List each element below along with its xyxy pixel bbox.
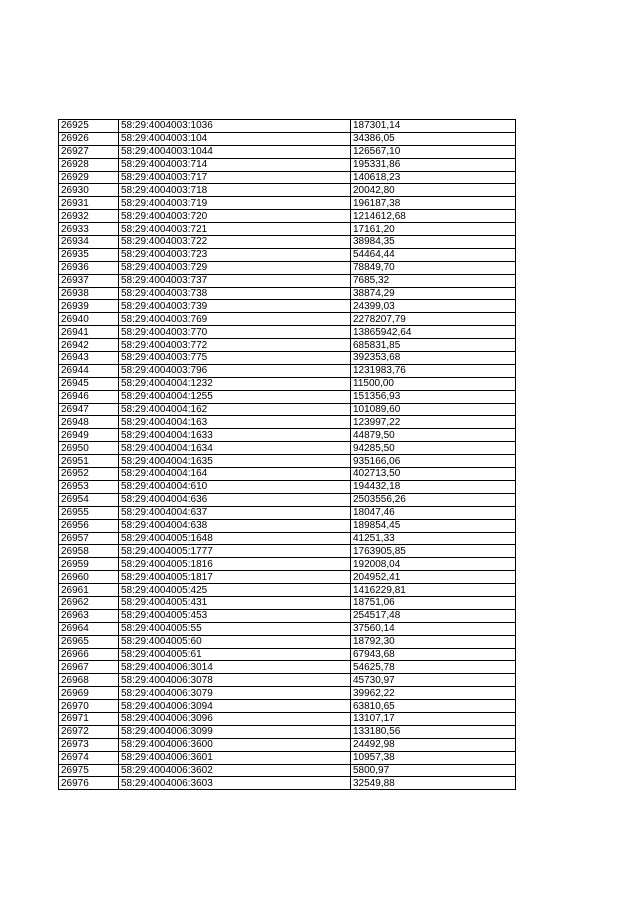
cadastral-number-cell: 58:29:4004003:718 bbox=[119, 184, 351, 197]
cadastral-number-cell: 58:29:4004003:723 bbox=[119, 248, 351, 261]
row-number-cell: 26951 bbox=[59, 455, 119, 468]
table-row bbox=[59, 261, 516, 274]
value-cell: 18047,46 bbox=[351, 506, 516, 519]
cadastral-number-cell: 58:29:4004003:104 bbox=[119, 132, 351, 145]
row-number-cell: 26974 bbox=[59, 751, 119, 764]
value-cell: 133180,56 bbox=[351, 725, 516, 738]
row-number-cell: 26961 bbox=[59, 584, 119, 597]
cadastral-number-cell: 58:29:4004005:425 bbox=[119, 584, 351, 597]
value-cell: 17161,20 bbox=[351, 223, 516, 236]
table-row bbox=[59, 145, 516, 158]
cadastral-number-cell: 58:29:4004006:3602 bbox=[119, 764, 351, 777]
value-cell: 78849,70 bbox=[351, 261, 516, 274]
row-number-cell: 26935 bbox=[59, 248, 119, 261]
row-number-cell: 26944 bbox=[59, 364, 119, 377]
row-number-cell: 26939 bbox=[59, 300, 119, 313]
value-cell: 254517,48 bbox=[351, 609, 516, 622]
value-cell: 38984,35 bbox=[351, 236, 516, 249]
table-row bbox=[59, 596, 516, 609]
table-row bbox=[59, 648, 516, 661]
cadastral-number-cell: 58:29:4004005:1817 bbox=[119, 571, 351, 584]
cadastral-number-cell: 58:29:4004003:772 bbox=[119, 339, 351, 352]
table-row bbox=[59, 661, 516, 674]
table-row bbox=[59, 326, 516, 339]
cadastral-number-cell: 58:29:4004004:638 bbox=[119, 519, 351, 532]
table-row bbox=[59, 197, 516, 210]
value-cell: 18792,30 bbox=[351, 635, 516, 648]
cadastral-number-cell: 58:29:4004003:721 bbox=[119, 223, 351, 236]
cadastral-number-cell: 58:29:4004004:610 bbox=[119, 480, 351, 493]
table-row bbox=[59, 364, 516, 377]
table-row bbox=[59, 455, 516, 468]
cadastral-number-cell: 58:29:4004003:770 bbox=[119, 326, 351, 339]
cadastral-number-cell: 58:29:4004003:729 bbox=[119, 261, 351, 274]
table-row bbox=[59, 158, 516, 171]
value-cell: 1214612,68 bbox=[351, 210, 516, 223]
cadastral-number-cell: 58:29:4004005:55 bbox=[119, 622, 351, 635]
table-row bbox=[59, 493, 516, 506]
cadastral-number-cell: 58:29:4004006:3094 bbox=[119, 700, 351, 713]
value-cell: 392353,68 bbox=[351, 352, 516, 365]
cadastral-number-cell: 58:29:4004003:1044 bbox=[119, 145, 351, 158]
row-number-cell: 26928 bbox=[59, 158, 119, 171]
value-cell: 123997,22 bbox=[351, 416, 516, 429]
cadastral-number-cell: 58:29:4004006:3078 bbox=[119, 674, 351, 687]
value-cell: 94285,50 bbox=[351, 442, 516, 455]
cadastral-number-cell: 58:29:4004003:714 bbox=[119, 158, 351, 171]
value-cell: 935166,06 bbox=[351, 455, 516, 468]
cadastral-number-cell: 58:29:4004003:769 bbox=[119, 313, 351, 326]
row-number-cell: 26967 bbox=[59, 661, 119, 674]
table-row bbox=[59, 236, 516, 249]
table-row bbox=[59, 738, 516, 751]
row-number-cell: 26970 bbox=[59, 700, 119, 713]
value-cell: 37560,14 bbox=[351, 622, 516, 635]
value-cell: 24399,03 bbox=[351, 300, 516, 313]
value-cell: 45730,97 bbox=[351, 674, 516, 687]
table-row bbox=[59, 223, 516, 236]
table-row bbox=[59, 171, 516, 184]
cadastral-number-cell: 58:29:4004003:739 bbox=[119, 300, 351, 313]
cadastral-number-cell: 58:29:4004003:717 bbox=[119, 171, 351, 184]
value-cell: 39962,22 bbox=[351, 687, 516, 700]
row-number-cell: 26926 bbox=[59, 132, 119, 145]
row-number-cell: 26976 bbox=[59, 777, 119, 790]
cadastral-number-cell: 58:29:4004006:3014 bbox=[119, 661, 351, 674]
table-row bbox=[59, 300, 516, 313]
cadastral-number-cell: 58:29:4004005:60 bbox=[119, 635, 351, 648]
table-row bbox=[59, 377, 516, 390]
row-number-cell: 26958 bbox=[59, 545, 119, 558]
table-row bbox=[59, 274, 516, 287]
cadastral-number-cell: 58:29:4004004:636 bbox=[119, 493, 351, 506]
value-cell: 2503556,26 bbox=[351, 493, 516, 506]
row-number-cell: 26955 bbox=[59, 506, 119, 519]
row-number-cell: 26937 bbox=[59, 274, 119, 287]
row-number-cell: 26934 bbox=[59, 236, 119, 249]
row-number-cell: 26927 bbox=[59, 145, 119, 158]
row-number-cell: 26948 bbox=[59, 416, 119, 429]
cadastral-number-cell: 58:29:4004004:162 bbox=[119, 403, 351, 416]
cadastral-number-cell: 58:29:4004003:719 bbox=[119, 197, 351, 210]
cadastral-number-cell: 58:29:4004003:720 bbox=[119, 210, 351, 223]
value-cell: 187301,14 bbox=[351, 120, 516, 133]
cadastral-number-cell: 58:29:4004004:1255 bbox=[119, 390, 351, 403]
value-cell: 34386,05 bbox=[351, 132, 516, 145]
cadastral-number-cell: 58:29:4004005:61 bbox=[119, 648, 351, 661]
cadastral-number-cell: 58:29:4004005:1816 bbox=[119, 558, 351, 571]
row-number-cell: 26949 bbox=[59, 429, 119, 442]
table-row bbox=[59, 687, 516, 700]
table-row bbox=[59, 352, 516, 365]
cadastral-number-cell: 58:29:4004006:3603 bbox=[119, 777, 351, 790]
cadastral-number-cell: 58:29:4004005:1777 bbox=[119, 545, 351, 558]
row-number-cell: 26956 bbox=[59, 519, 119, 532]
row-number-cell: 26945 bbox=[59, 377, 119, 390]
value-cell: 11500,00 bbox=[351, 377, 516, 390]
row-number-cell: 26969 bbox=[59, 687, 119, 700]
value-cell: 7685,32 bbox=[351, 274, 516, 287]
value-cell: 195331,86 bbox=[351, 158, 516, 171]
value-cell: 196187,38 bbox=[351, 197, 516, 210]
cadastral-number-cell: 58:29:4004003:796 bbox=[119, 364, 351, 377]
table-row bbox=[59, 519, 516, 532]
value-cell: 101089,60 bbox=[351, 403, 516, 416]
row-number-cell: 26943 bbox=[59, 352, 119, 365]
table-row bbox=[59, 416, 516, 429]
value-cell: 126567,10 bbox=[351, 145, 516, 158]
cadastral-number-cell: 58:29:4004004:164 bbox=[119, 468, 351, 481]
table-row bbox=[59, 725, 516, 738]
row-number-cell: 26954 bbox=[59, 493, 119, 506]
table-row bbox=[59, 287, 516, 300]
row-number-cell: 26960 bbox=[59, 571, 119, 584]
value-cell: 63810,65 bbox=[351, 700, 516, 713]
value-cell: 685831,85 bbox=[351, 339, 516, 352]
row-number-cell: 26973 bbox=[59, 738, 119, 751]
value-cell: 151356,93 bbox=[351, 390, 516, 403]
value-cell: 24492,98 bbox=[351, 738, 516, 751]
value-cell: 54464,44 bbox=[351, 248, 516, 261]
table-row bbox=[59, 674, 516, 687]
table-row bbox=[59, 403, 516, 416]
row-number-cell: 26972 bbox=[59, 725, 119, 738]
value-cell: 194432,18 bbox=[351, 480, 516, 493]
row-number-cell: 26938 bbox=[59, 287, 119, 300]
table-row bbox=[59, 700, 516, 713]
cadastral-number-cell: 58:29:4004006:3601 bbox=[119, 751, 351, 764]
row-number-cell: 26968 bbox=[59, 674, 119, 687]
table-row bbox=[59, 468, 516, 481]
cadastral-number-cell: 58:29:4004006:3096 bbox=[119, 712, 351, 725]
row-number-cell: 26950 bbox=[59, 442, 119, 455]
table-row bbox=[59, 506, 516, 519]
table-row bbox=[59, 480, 516, 493]
row-number-cell: 26940 bbox=[59, 313, 119, 326]
table-row bbox=[59, 712, 516, 725]
row-number-cell: 26965 bbox=[59, 635, 119, 648]
cadastral-number-cell: 58:29:4004004:1232 bbox=[119, 377, 351, 390]
row-number-cell: 26959 bbox=[59, 558, 119, 571]
table-row bbox=[59, 313, 516, 326]
cadastral-number-cell: 58:29:4004005:1648 bbox=[119, 532, 351, 545]
cadastral-number-cell: 58:29:4004004:1633 bbox=[119, 429, 351, 442]
row-number-cell: 26975 bbox=[59, 764, 119, 777]
table-row bbox=[59, 120, 516, 133]
row-number-cell: 26941 bbox=[59, 326, 119, 339]
row-number-cell: 26947 bbox=[59, 403, 119, 416]
value-cell: 204952,41 bbox=[351, 571, 516, 584]
table-row bbox=[59, 584, 516, 597]
row-number-cell: 26932 bbox=[59, 210, 119, 223]
table-row bbox=[59, 532, 516, 545]
row-number-cell: 26946 bbox=[59, 390, 119, 403]
row-number-cell: 26964 bbox=[59, 622, 119, 635]
row-number-cell: 26953 bbox=[59, 480, 119, 493]
table-row bbox=[59, 635, 516, 648]
value-cell: 1416229,81 bbox=[351, 584, 516, 597]
cadastral-number-cell: 58:29:4004003:738 bbox=[119, 287, 351, 300]
row-number-cell: 26971 bbox=[59, 712, 119, 725]
value-cell: 402713,50 bbox=[351, 468, 516, 481]
table-row bbox=[59, 429, 516, 442]
table-row bbox=[59, 442, 516, 455]
cadastral-number-cell: 58:29:4004006:3600 bbox=[119, 738, 351, 751]
cadastral-number-cell: 58:29:4004006:3099 bbox=[119, 725, 351, 738]
value-cell: 41251,33 bbox=[351, 532, 516, 545]
table-row bbox=[59, 184, 516, 197]
row-number-cell: 26962 bbox=[59, 596, 119, 609]
value-cell: 20042,80 bbox=[351, 184, 516, 197]
value-cell: 192008,04 bbox=[351, 558, 516, 571]
row-number-cell: 26929 bbox=[59, 171, 119, 184]
value-cell: 2278207,79 bbox=[351, 313, 516, 326]
row-number-cell: 26963 bbox=[59, 609, 119, 622]
cadastral-number-cell: 58:29:4004004:163 bbox=[119, 416, 351, 429]
value-cell: 1231983,76 bbox=[351, 364, 516, 377]
row-number-cell: 26966 bbox=[59, 648, 119, 661]
table-row bbox=[59, 777, 516, 790]
table-row bbox=[59, 764, 516, 777]
table-row bbox=[59, 248, 516, 261]
row-number-cell: 26925 bbox=[59, 120, 119, 133]
table-row bbox=[59, 609, 516, 622]
cadastral-number-cell: 58:29:4004006:3079 bbox=[119, 687, 351, 700]
row-number-cell: 26952 bbox=[59, 468, 119, 481]
cadastral-number-cell: 58:29:4004003:1036 bbox=[119, 120, 351, 133]
row-number-cell: 26931 bbox=[59, 197, 119, 210]
cadastral-number-cell: 58:29:4004003:737 bbox=[119, 274, 351, 287]
table-row bbox=[59, 390, 516, 403]
value-cell: 67943,68 bbox=[351, 648, 516, 661]
table-row bbox=[59, 210, 516, 223]
cadastral-number-cell: 58:29:4004004:1634 bbox=[119, 442, 351, 455]
value-cell: 10957,38 bbox=[351, 751, 516, 764]
row-number-cell: 26957 bbox=[59, 532, 119, 545]
cadastral-number-cell: 58:29:4004005:431 bbox=[119, 596, 351, 609]
row-number-cell: 26942 bbox=[59, 339, 119, 352]
table-row bbox=[59, 751, 516, 764]
table-body bbox=[59, 120, 516, 790]
value-cell: 38874,29 bbox=[351, 287, 516, 300]
value-cell: 13107,17 bbox=[351, 712, 516, 725]
cadastral-number-cell: 58:29:4004003:775 bbox=[119, 352, 351, 365]
row-number-cell: 26930 bbox=[59, 184, 119, 197]
value-cell: 44879,50 bbox=[351, 429, 516, 442]
value-cell: 1763905,85 bbox=[351, 545, 516, 558]
table-row bbox=[59, 558, 516, 571]
row-number-cell: 26933 bbox=[59, 223, 119, 236]
table-row bbox=[59, 571, 516, 584]
value-cell: 140618,23 bbox=[351, 171, 516, 184]
cadastral-number-cell: 58:29:4004003:722 bbox=[119, 236, 351, 249]
table-row bbox=[59, 545, 516, 558]
value-cell: 54625,78 bbox=[351, 661, 516, 674]
table-row bbox=[59, 132, 516, 145]
cadastral-number-cell: 58:29:4004005:453 bbox=[119, 609, 351, 622]
table-row bbox=[59, 622, 516, 635]
row-number-cell: 26936 bbox=[59, 261, 119, 274]
cadastral-number-cell: 58:29:4004004:637 bbox=[119, 506, 351, 519]
value-cell: 189854,45 bbox=[351, 519, 516, 532]
data-table bbox=[58, 119, 516, 790]
value-cell: 5800,97 bbox=[351, 764, 516, 777]
table-row bbox=[59, 339, 516, 352]
value-cell: 13865942,64 bbox=[351, 326, 516, 339]
value-cell: 32549,88 bbox=[351, 777, 516, 790]
cadastral-number-cell: 58:29:4004004:1635 bbox=[119, 455, 351, 468]
value-cell: 18751,06 bbox=[351, 596, 516, 609]
